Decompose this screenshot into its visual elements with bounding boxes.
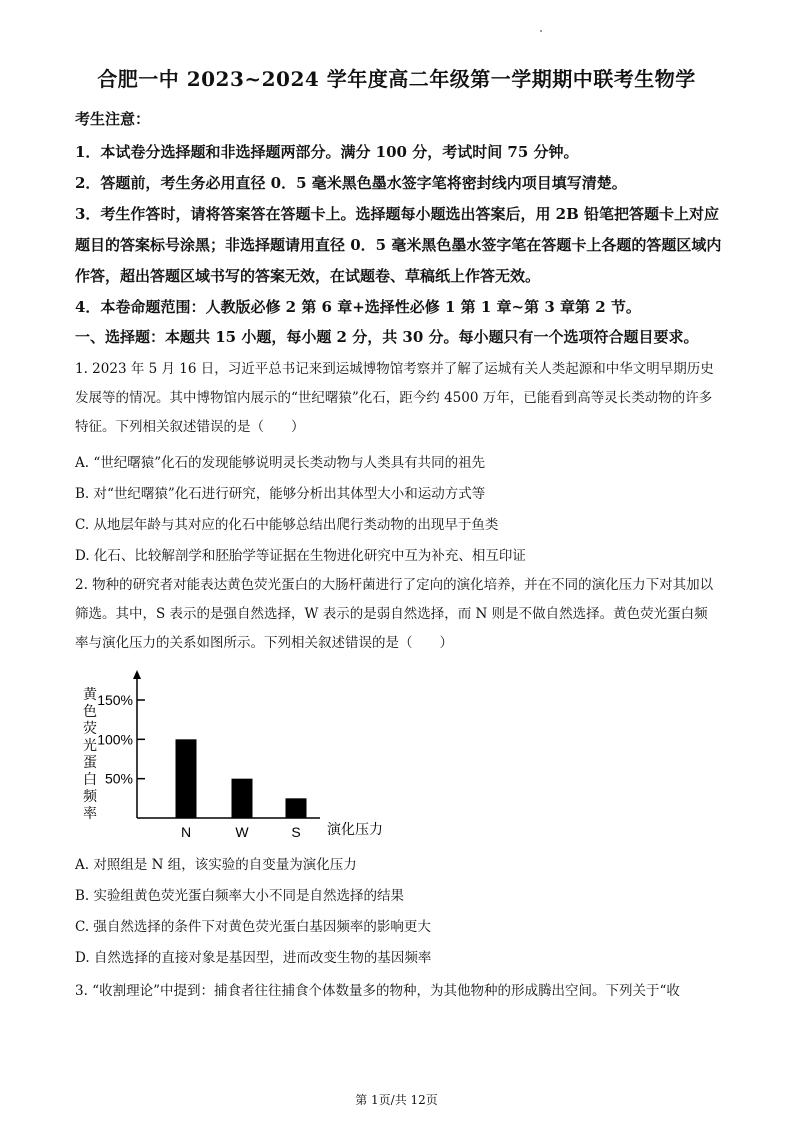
y-tick-label: 50% [104, 770, 133, 787]
section-title: 一、选择题：本题共 15 小题，每小题 2 分，共 30 分。每小题只有一个选项符合题目要求。 [75, 328, 699, 346]
question-1-stem: 1. 2023 年 5 月 16 日，习近平总书记来到运城博物馆考察并了解了运城有关人类起源和中华文明早期历史发展等的情况。其中博物馆内展示的“世纪曙猿”化石，距今约 4500 万年，已能看到高等灵长类动物的许多特征。下列相关叙述错误的是（ ） [75, 361, 714, 435]
bar-W [232, 779, 253, 818]
y-axis-arrow [133, 670, 141, 679]
frequency-bar-chart [75, 665, 405, 845]
question-2-option-d: D. 自然选择的直接对象是基因型，进而改变生物的基因频率 [75, 950, 432, 966]
bar-S [286, 798, 307, 818]
x-category-label: S [291, 824, 301, 840]
notice-heading: 考生注意： [75, 110, 151, 128]
y-tick-label: 150% [97, 692, 133, 708]
exam-title: 合肥一中 2023~2024 学年度高二年级第一学期期中联考生物学 [97, 67, 696, 91]
x-axis-label: 演化压力 [327, 821, 383, 837]
question-1-option-a: A. “世纪曙猿”化石的发现能够说明灵长类动物与人类具有共同的祖先 [75, 455, 486, 471]
question-1-option-b: B. 对“世纪曙猿”化石进行研究，能够分析出其体型大小和运动方式等 [75, 486, 486, 502]
y-axis-label: 黄色荧光蛋白频率 [83, 686, 97, 821]
page-footer: 第 1页/共 12页 [355, 1093, 438, 1107]
bar-N [176, 739, 197, 818]
y-tick-label: 100% [97, 731, 133, 748]
notice-item-2: 2．答题前，考生务必用直径 0．5 毫米黑色墨水签字笔将密封线内项目填写清楚。 [75, 174, 627, 192]
notice-item-1: 1．本试卷分选择题和非选择题两部分。满分 100 分，考试时间 75 分钟。 [75, 143, 579, 161]
scan-dot [540, 30, 542, 32]
question-1-option-c: C. 从地层年龄与其对应的化石中能够总结出爬行类动物的出现早于鱼类 [75, 517, 499, 533]
notice-item-4: 4．本卷命题范围：人教版必修 2 第 6 章+选择性必修 1 第 1 章~第 3 章第 2 节。 [75, 298, 641, 316]
notice-item-3: 3．考生作答时，请将答案答在答题卡上。选择题每小题选出答案后，用 2B 铅笔把答题卡上对应题目的答案标号涂黑；非选择题请用直径 0．5 毫米黑色墨水签字笔在答题卡上各题的答题区域内作答，超出答题区域书写的答案无效，在试题卷、草稿纸上作答无效。 [75, 205, 722, 285]
question-2-option-c: C. 强自然选择的条件下对黄色荧光蛋白基因频率的影响更大 [75, 919, 431, 935]
question-1-option-d: D. 化石、比较解剖学和胚胎学等证据在生物进化研究中互为补充、相互印证 [75, 548, 526, 564]
x-category-label: W [235, 824, 249, 840]
question-3-stem: 3. “收割理论”中提到：捕食者往往捕食个体数量多的物种，为其他物种的形成腾出空间。下列关于“收 [75, 983, 680, 999]
question-2-option-b: B. 实验组黄色荧光蛋白频率大小不同是自然选择的结果 [75, 888, 405, 904]
question-2-option-a: A. 对照组是 N 组，该实验的自变量为演化压力 [75, 857, 357, 873]
x-category-label: N [180, 824, 192, 840]
question-2-stem: 2. 物种的研究者对能表达黄色荧光蛋白的大肠杆菌进行了定向的演化培养，并在不同的演化压力下对其加以筛选。其中，S 表示的是强自然选择，W 表示的是弱自然选择，而 N 则是不做自然选择。黄色荧光蛋白频率与演化压力的关系如图所示。下列相关叙述错误的是（ ） [75, 577, 714, 651]
